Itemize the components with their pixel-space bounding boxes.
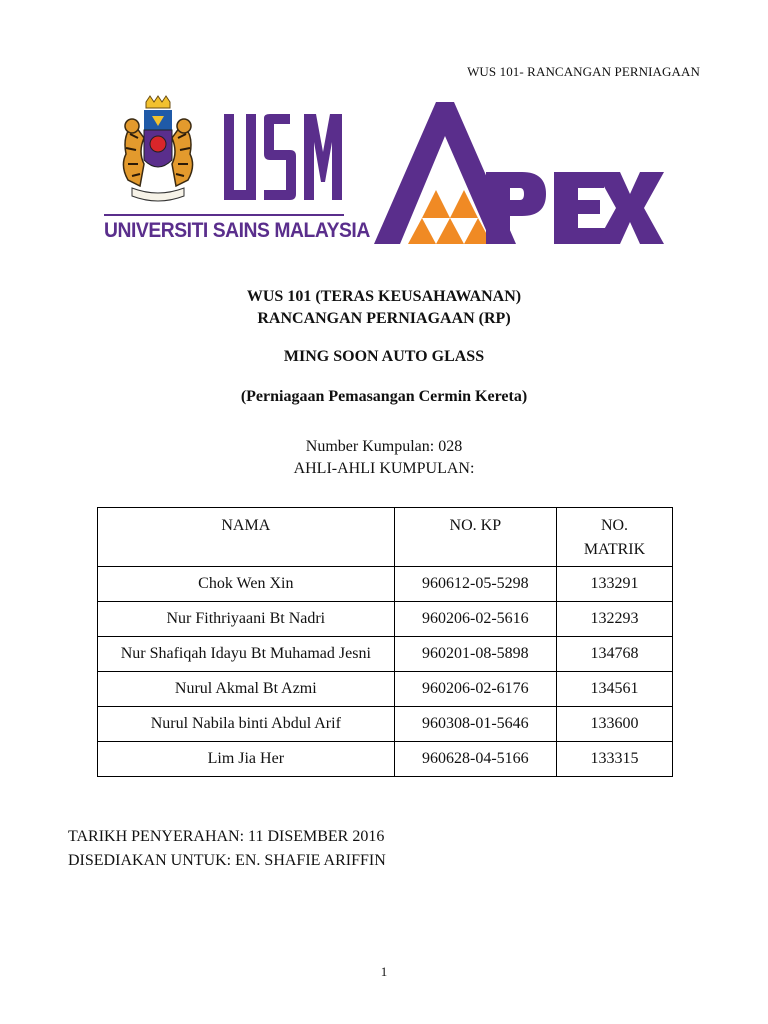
member-matrik: 134561 bbox=[557, 672, 673, 707]
header-no-kp: NO. KP bbox=[394, 508, 556, 567]
member-name: Nur Fithriyaani Bt Nadri bbox=[98, 602, 395, 637]
table-row bbox=[98, 567, 673, 602]
business-description: (Perniagaan Pemasangan Cermin Kereta) bbox=[240, 388, 528, 405]
table-header-row bbox=[98, 508, 673, 567]
table-row bbox=[98, 742, 673, 777]
member-matrik: 132293 bbox=[557, 602, 673, 637]
running-header: WUS 101- RANCANGAN PERNIAGAAN bbox=[467, 64, 700, 79]
member-name: Nurul Akmal Bt Azmi bbox=[98, 672, 395, 707]
course-title bbox=[0, 286, 768, 330]
member-matrik: 133315 bbox=[557, 742, 673, 777]
submission-date: TARIKH PENYERAHAN: 11 DISEMBER 2016 bbox=[68, 828, 385, 845]
course-title-line1: WUS 101 (TERAS KEUSAHAWANAN) bbox=[246, 288, 522, 305]
member-name: Lim Jia Her bbox=[98, 742, 395, 777]
usm-divider-line bbox=[104, 214, 344, 216]
group-members-label: AHLI-AHLI KUMPULAN: bbox=[293, 460, 475, 477]
table-row bbox=[98, 602, 673, 637]
submission-info bbox=[68, 825, 386, 873]
usm-full-name: UNIVERSITI SAINS MALAYSIA bbox=[104, 219, 370, 242]
header-no-matrik bbox=[557, 508, 673, 567]
usm-wordmark-logo bbox=[224, 112, 342, 202]
member-matrik: 133600 bbox=[557, 707, 673, 742]
group-info bbox=[0, 436, 768, 480]
course-title-line2: RANCANGAN PERNIAGAAN (RP) bbox=[257, 310, 511, 327]
member-kp: 960206-02-6176 bbox=[394, 672, 556, 707]
member-kp: 960628-04-5166 bbox=[394, 742, 556, 777]
member-kp: 960308-01-5646 bbox=[394, 707, 556, 742]
company-name: MING SOON AUTO GLASS bbox=[283, 348, 485, 365]
header-nama: NAMA bbox=[98, 508, 395, 567]
member-name: Chok Wen Xin bbox=[98, 567, 395, 602]
member-name: Nur Shafiqah Idayu Bt Muhamad Jesni bbox=[98, 637, 395, 672]
apex-logo bbox=[374, 102, 664, 250]
usm-crest-logo bbox=[104, 94, 212, 212]
logo-banner bbox=[88, 84, 680, 264]
table-row bbox=[98, 637, 673, 672]
member-name: Nurul Nabila binti Abdul Arif bbox=[98, 707, 395, 742]
member-matrik: 133291 bbox=[557, 567, 673, 602]
members-table bbox=[97, 507, 673, 777]
member-kp: 960206-02-5616 bbox=[394, 602, 556, 637]
header-no-matrik-line2: MATRIK bbox=[583, 541, 646, 558]
member-kp: 960612-05-5298 bbox=[394, 567, 556, 602]
page-number: 1 bbox=[380, 964, 388, 979]
member-kp: 960201-08-5898 bbox=[394, 637, 556, 672]
table-row bbox=[98, 707, 673, 742]
group-number: Number Kumpulan: 028 bbox=[305, 438, 463, 455]
table-row bbox=[98, 672, 673, 707]
prepared-for: DISEDIAKAN UNTUK: EN. SHAFIE ARIFFIN bbox=[68, 852, 386, 869]
member-matrik: 134768 bbox=[557, 637, 673, 672]
header-no-matrik-line1: NO. bbox=[600, 517, 629, 534]
